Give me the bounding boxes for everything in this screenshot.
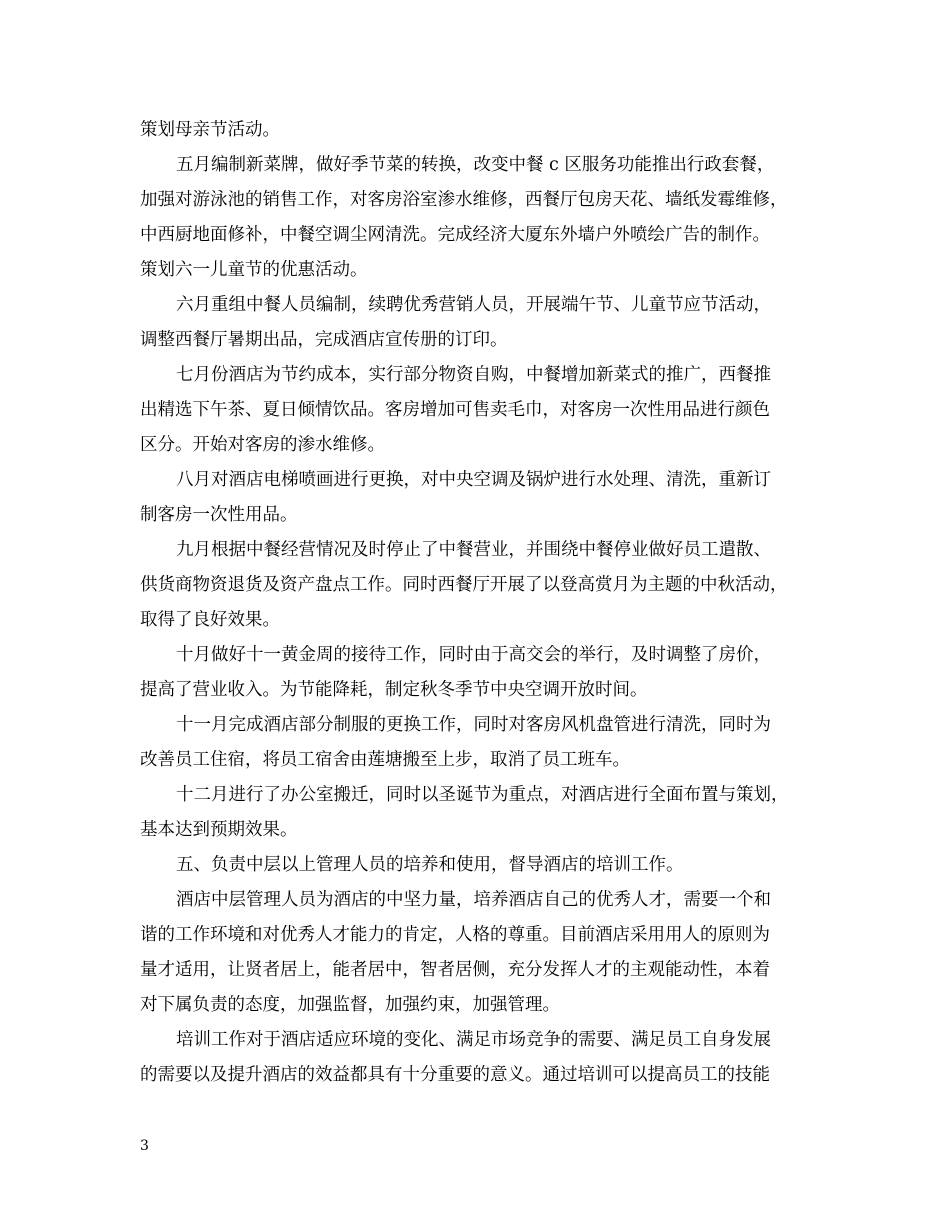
text-line: 策划六一儿童节的优惠活动。	[140, 260, 368, 280]
text-line: 的需要以及提升酒店的效益都具有十分重要的意义。通过培训可以提高员工的技能	[140, 1065, 770, 1085]
text-line: 对下属负责的态度，加强监督，加强约束，加强管理。	[140, 995, 560, 1015]
paragraph-start: 十月做好十一黄金周的接待工作，同时由于高交会的举行，及时调整了房价，	[176, 645, 771, 665]
paragraph-start: 培训工作对于酒店适应环境的变化、满足市场竞争的需要、满足员工自身发展	[176, 1030, 771, 1050]
paragraph-start: 十二月进行了办公室搬迁，同时以圣诞节为重点，对酒店进行全面布置与策划，	[176, 785, 789, 805]
text-line: 出精选下午茶、夏日倾情饮品。客房增加可售卖毛巾，对客房一次性用品进行颜色	[140, 400, 770, 420]
paragraph-start: 七月份酒店为节约成本，实行部分物资自购，中餐增加新菜式的推广，西餐推	[176, 365, 771, 385]
text-line: 中西厨地面修补，中餐空调尘网清洗。完成经济大厦东外墙户外喷绘广告的制作。	[140, 225, 770, 245]
text-line: 取得了良好效果。	[140, 610, 280, 630]
text-line: 谐的工作环境和对优秀人才能力的肯定，人格的尊重。目前酒店采用用人的原则为	[140, 925, 770, 945]
text-line: 策划母亲节活动。	[140, 120, 280, 140]
text-line: 区分。开始对客房的渗水维修。	[140, 435, 385, 455]
paragraph-start: 八月对酒店电梯喷画进行更换，对中央空调及锅炉进行水处理、清洗，重新订	[176, 470, 771, 490]
text-line: 制客房一次性用品。	[140, 505, 298, 525]
text-line: 提高了营业收入。为节能降耗，制定秋冬季节中央空调开放时间。	[140, 680, 648, 700]
paragraph-start: 十一月完成酒店部分制服的更换工作，同时对客房风机盘管进行清洗，同时为	[176, 715, 771, 735]
paragraph-start: 五月编制新菜牌，做好季节菜的转换，改变中餐 c 区服务功能推出行政套餐，	[176, 155, 775, 175]
paragraph-start: 九月根据中餐经营情况及时停止了中餐营业，并围绕中餐停业做好员工遣散、	[176, 540, 771, 560]
text-line: 基本达到预期效果。	[140, 820, 298, 840]
text-line: 调整西餐厅暑期出品，完成酒店宣传册的订印。	[140, 330, 508, 350]
text-line: 量才适用，让贤者居上，能者居中，智者居侧，充分发挥人才的主观能动性，本着	[140, 960, 770, 980]
page-number: 3	[140, 1138, 149, 1154]
paragraph-start: 酒店中层管理人员为酒店的中坚力量，培养酒店自己的优秀人才，需要一个和	[176, 890, 771, 910]
text-line: 供货商物资退货及资产盘点工作。同时西餐厅开展了以登高赏月为主题的中秋活动，	[140, 575, 788, 595]
text-line: 加强对游泳池的销售工作，对客房浴室渗水维修，西餐厅包房天花、墙纸发霉维修，	[140, 190, 788, 210]
paragraph-start: 六月重组中餐人员编制，续聘优秀营销人员，开展端午节、儿童节应节活动，	[176, 295, 771, 315]
section-heading: 五、负责中层以上管理人员的培养和使用，督导酒店的培训工作。	[176, 855, 684, 875]
text-line: 改善员工住宿，将员工宿舍由莲塘搬至上步，取消了员工班车。	[140, 750, 630, 770]
